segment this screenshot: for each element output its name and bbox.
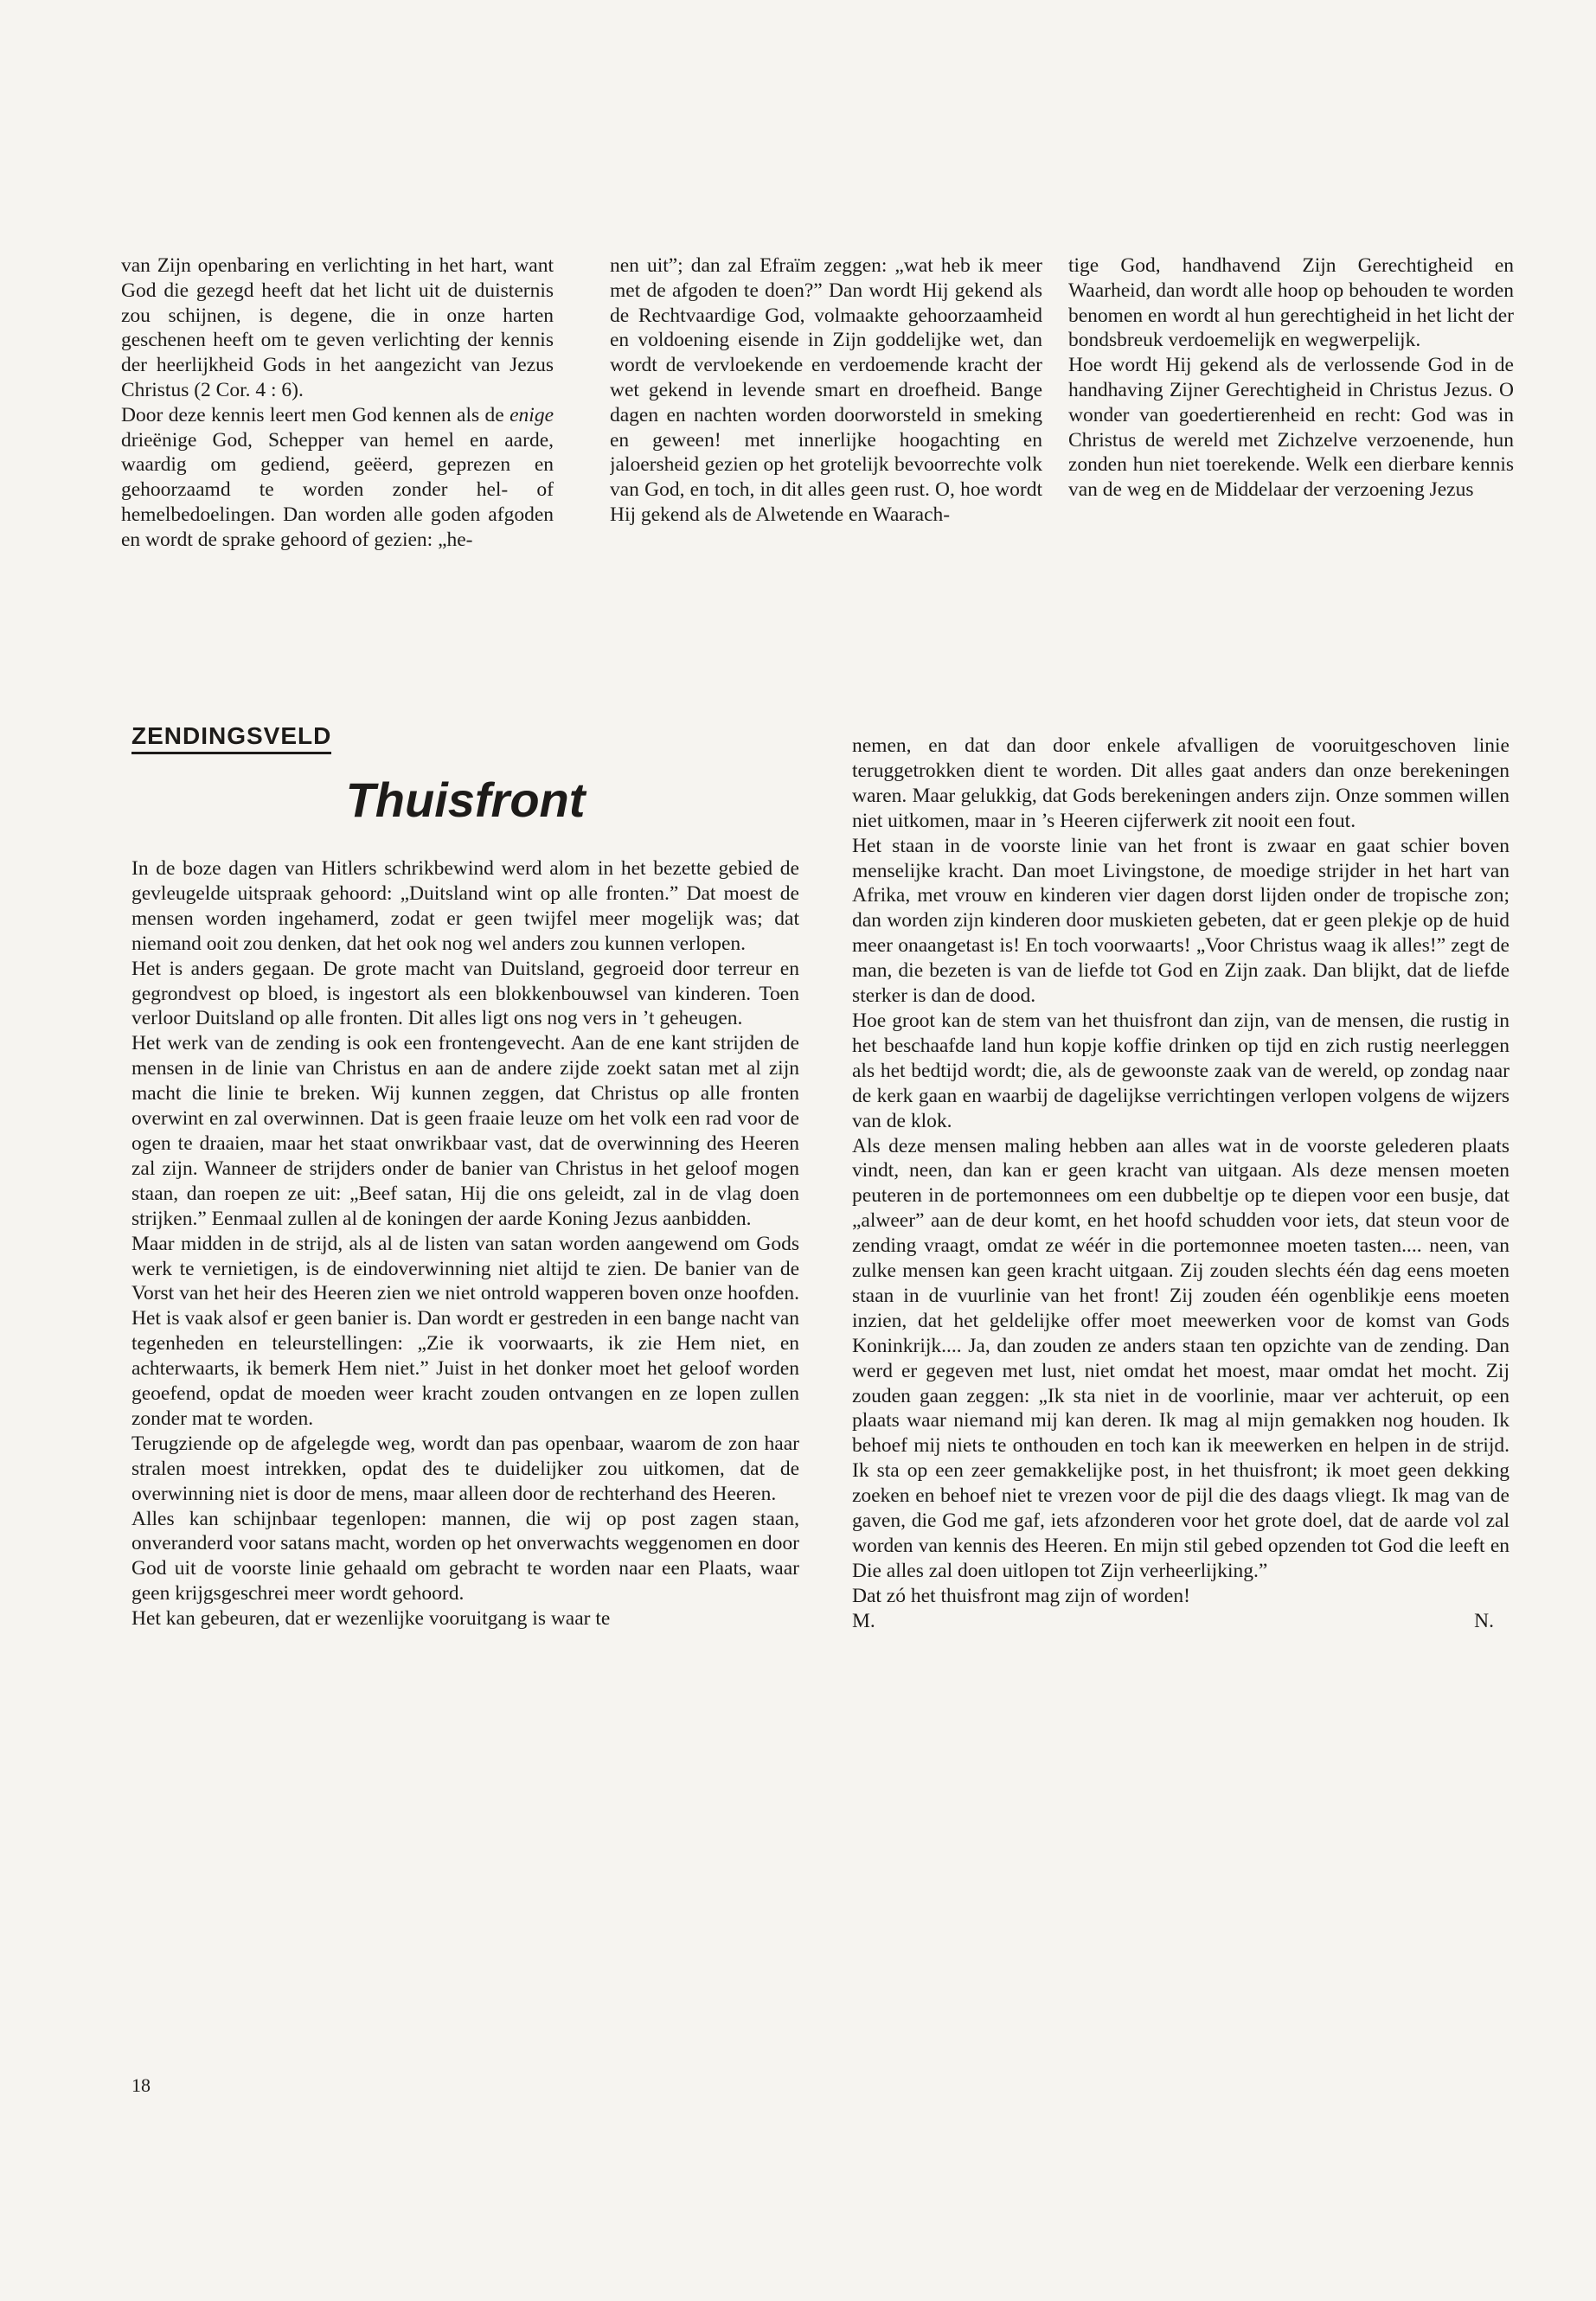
article-column-right [852,734,1509,2031]
page-number: 18 [131,2074,151,2096]
paragraph: Het werk van de zending is ook een frontengevecht. Aan de ene kant strijden de mensen in de linie van Christus en aan de andere zijde zoekt satan met al zijn macht die linie te breken. Wij kunnen zeggen, dat Christus op alle fronten overwint en zal overwinnen. Dat is geen fraaie leuze om het volk een rad voor de ogen te draaien, maar het staat onwrikbaar vast, dat de overwinning des Heeren zal zijn. Wanneer de strijders onder de banier van Christus in het geloof mogen staan, dan roepen ze uit: „Beef satan, Hij die ons geleidt, zal in de vlag doen strijken.” Eenmaal zullen al de koningen der aarde Koning Jezus aanbidden. [131,1032,799,1230]
paragraph: Dat zó het thuisfront mag zijn of worden! [852,1584,1190,1607]
continued-article [121,253,1514,660]
paragraph: van Zijn openbaring en verlichting in het hart, want God die gezegd heeft dat het licht uit de duisternis zou schijnen, is degene, die in onze harten geschenen heeft om te geven verlichting der kennis der heerlijkheid Gods in het aangezicht van Jezus Christus (2 Cor. 4 : 6). [121,254,554,401]
paragraph: Het kan gebeuren, dat er wezenlijke vooruitgang is waar te [131,1607,611,1631]
paragraph: Maar midden in de strijd, als al de listen van satan worden aangewend om Gods werk te vernietigen, is de eindoverwinning niet altijd te zien. De banier van de Vorst van het heir des Heeren zien we niet ontrold wapperen boven onze hoofden. Het is vaak alsof er geen banier is. Dan wordt er gestreden in een bange nacht van tegenheden en teleurstellingen: „Zie ik voorwaarts, ik zie Hem niet, en achterwaarts, ik bemerk Hem niet.” Juist in het donker moet het geloof worden geoefend, opdat de moeden weer kracht zouden ontvangen en ze lopen zullen zonder mat te worden. [131,1232,799,1430]
paragraph: Hoe groot kan de stem van het thuisfront dan zijn, van de mensen, die rustig in het beschaafde land hun kopje koffie drinken op tijd en zich rustig neerleggen als het bedtijd wordt; die, als de gewoonste zaak van de wereld, op zondag naar de kerk gaan en waarbij de dagelijkse verrichtingen verlopen volgens de wijzers van de klok. [852,1009,1509,1132]
signature-initial-right: N. [1474,1609,1494,1632]
emphasis-text: enige [510,403,554,426]
paragraph: nen uit”; dan zal Efraïm zeggen: „wat heb ik meer met de afgoden te doen?” Dan wordt Hij gekend als de Rechtvaardige God, volmaakte gehoorzaamheid en voldoening eisende in Zijn goddelijke wet, dan wordt de vervloekende en verdoemende kracht der wet gekend in levende smart en droefheid. Bange dagen en nachten worden doorworsteld in smeking en geween! met innerlijke hoogachting en jaloersheid gezien op het grotelijk bevoorrechte volk van God, en toch, in dit alles geen rust. O, hoe wordt Hij gekend als de Alwetende en Waarach- [610,254,1042,526]
paragraph: Alles kan schijnbaar tegenlopen: mannen, die wij op post zagen staan, onveranderd voor satans macht, worden op het onverwachts weggenomen en door God uit de voorste linie gehaald om gebracht te worden naar een Plaats, waar geen krijgsgeschrei meer wordt gehoord. [131,1507,799,1606]
signature-initial-left: M. [852,1609,875,1632]
section-label: ZENDINGSVELD [131,722,331,754]
article-title: Thuisfront [345,772,586,827]
author-signature [852,1609,1509,1634]
paragraph: nemen, en dat dan door enkele afvalligen de vooruitgeschoven linie teruggetrokken dient te worden. Dit alles gaat anders dan onze berekeningen waren. Maar gelukkig, dat Gods berekeningen anders zijn. Onze sommen willen niet uitkomen, maar in ’s Heeren cijferwerk zit nooit een fout. [852,734,1509,832]
article-column-left [131,856,799,2050]
paragraph: In de boze dagen van Hitlers schrikbewind werd alom in het bezette gebied de gevleugelde uitspraak gehoord: „Duitsland wint op alle fronten.” Dat moest de mensen worden ingehamerd, zodat er geen twijfel meer mogelijk was; dat niemand ooit zou denken, dat het ook nog wel anders zou kunnen verlopen. [131,857,799,955]
top-column-2 [610,253,1042,528]
paragraph: Het staan in de voorste linie van het front is zwaar en gaat schier boven menselijke kracht. Dan moet Livingstone, de moedige strijder in het hart van Afrika, met vrouw en kinderen vier dagen dorst lijden onder de tropische zon; dan worden zijn kinderen door muskieten gebeten, dat er geen plekje op de huid meer onaangetast is! En toch voorwaarts! „Voor Christus waag ik alles!” zegt de man, die bezeten is van de liefde tot God en Zijn zaak. Dan blijkt, dat de liefde sterker is dan de dood. [852,834,1509,1008]
text-run: Door deze kennis leert men God kennen als de [121,403,510,426]
top-column-1 [121,253,554,553]
paragraph: Terugziende op de afgelegde weg, wordt dan pas openbaar, waarom de zon haar stralen moest intrekken, opdat des te duidelijker zou uitkomen, dat de overwinning niet is door de mens, maar alleen door de rechterhand des Heeren. [131,1432,799,1505]
text-run: drieënige God, Schepper van hemel en aarde, waardig om gediend, geëerd, geprezen en gehoorzaamd te worden zonder hel- of hemelbedoelingen. Dan worden alle goden afgoden en wordt de sprake gehoord of gezien: „he- [121,428,554,551]
paragraph: tige God, handhavend Zijn Gerechtigheid en Waarheid, dan wordt alle hoop op behouden te worden benomen en wordt al hun gerechtigheid in het licht der bondsbreuk verdoemelijk en wegwerpelijk. [1068,254,1514,352]
paragraph: Het is anders gegaan. De grote macht van Duitsland, gegroeid door terreur en gegrondvest op bloed, is ingestort als een blokkenbouwsel van kinderen. Toen verloor Duitsland op alle fronten. Dit alles ligt ons nog vers in ’t geheugen. [131,957,799,1030]
top-column-3 [1068,253,1514,503]
paragraph [121,403,554,553]
paragraph: Hoe wordt Hij gekend als de verlossende God in de handhaving Zijner Gerechtigheid in Christus Jezus. O wonder van goedertierenheid en recht: God was in Christus de wereld met Zichzelve verzoenende, hun zonden hun niet toerekende. Welk een dierbare kennis van de weg en de Middelaar der verzoening Jezus [1068,354,1514,502]
paragraph: Als deze mensen maling hebben aan alles wat in de voorste gelederen plaats vindt, neen, dan kan er geen kracht van uitgaan. Als deze mensen moeten peuteren in de portemonnees om een dubbeltje op te diepen voor een busje, dat „alweer” aan de deur komt, en het hoofd schudden voor iets, dat steun voor de zending vraagt, omdat ze wéér in die portemonnee moeten tasten.... neen, van zulke mensen kan geen kracht uitgaan. Zij zouden slechts één dag eens moeten staan in de vuurlinie van het front! Zij zouden één ogenblikje eens moeten inzien, dat het geldelijke offer moet meewerken voor de komst van Gods Koninkrijk.... Ja, dan zouden ze anders staan ten opzichte van de zending. Dan werd er gegeven met lust, niet omdat het moest, maar omdat het mocht. Zij zouden gaan zeggen: „Ik sta niet in de voorlinie, maar ver achteruit, op een plaats waar niemand mij kan deren. Ik mag al mijn gemakken nog houden. Ik behoef mij niets te onthouden en toch kan ik meewerken en helpen in de strijd. Ik sta op een zeer gemakkelijke post, in het thuisfront; ik moet geen dekking zoeken en behoef niet te vrezen voor de pijl die des daags vliegt. Ik mag van de gaven, die God me gaf, iets afzonderen voor het grote doel, dat de aarde vol zal worden van kennis des Heeren. En mijn stil gebed opzenden tot God die leeft en Die alles zal doen uitlopen tot Zijn verheerlijking.” [852,1134,1509,1582]
